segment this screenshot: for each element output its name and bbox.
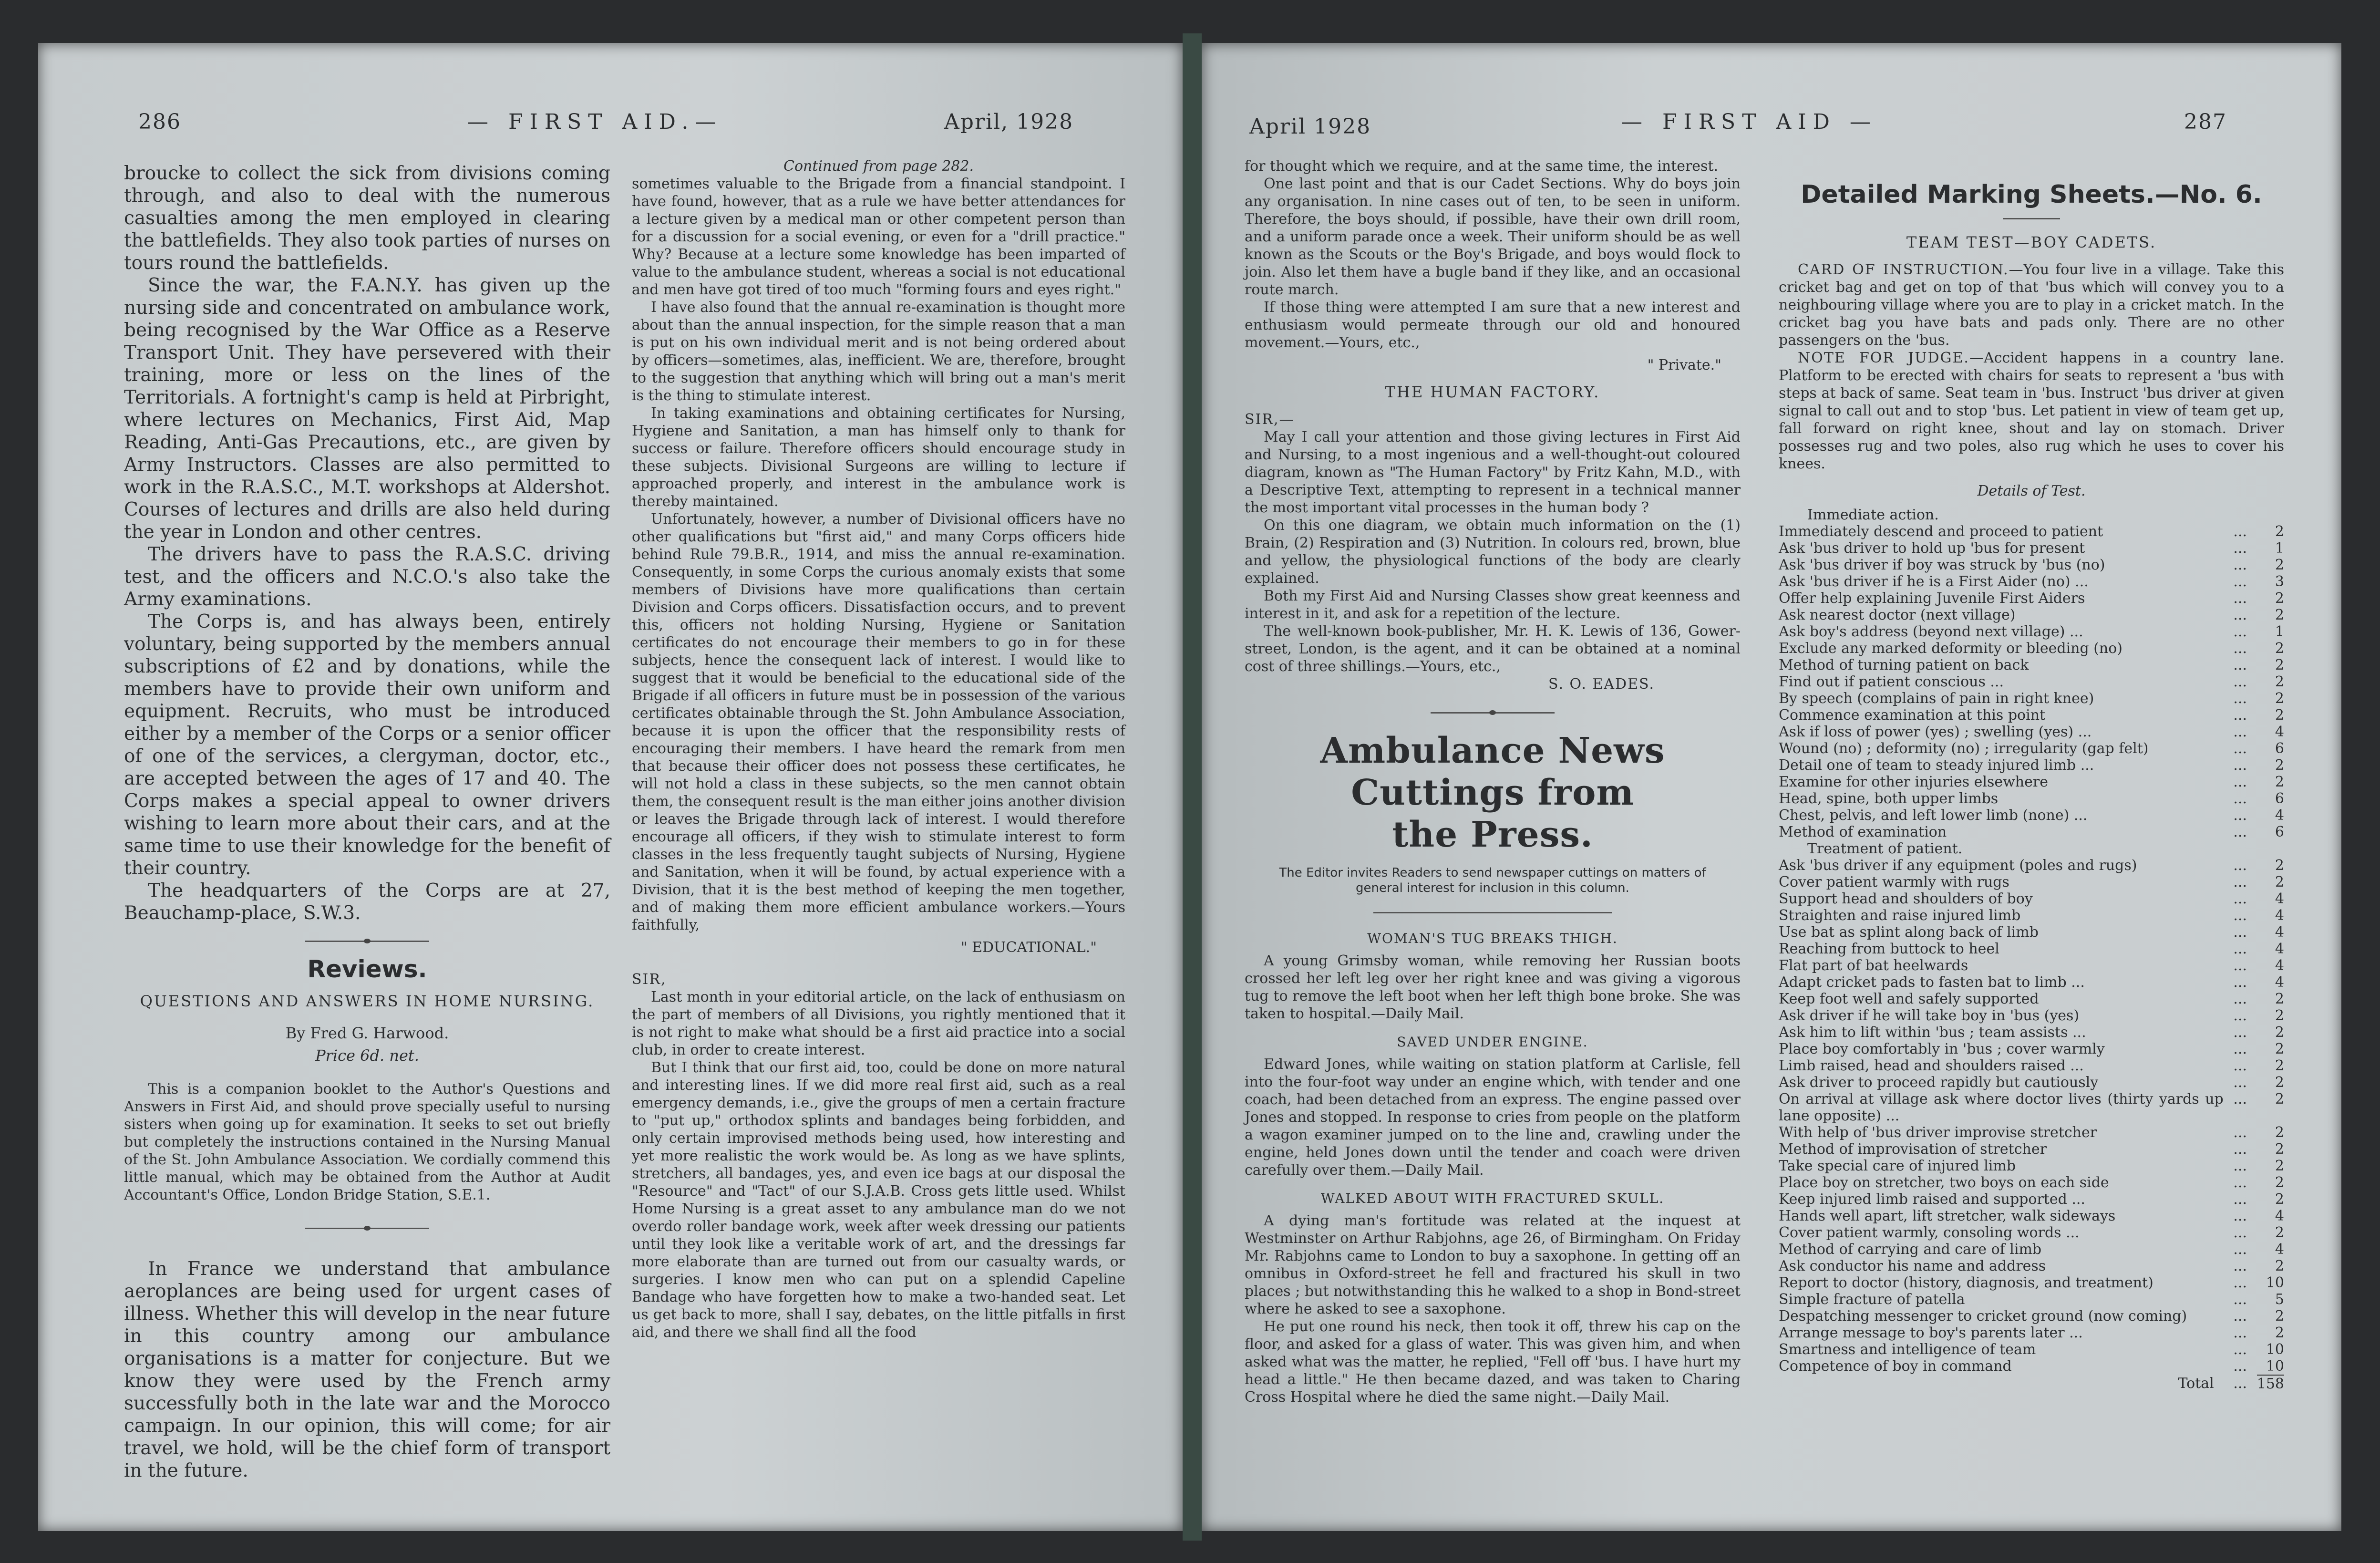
marking-row xyxy=(1779,991,2284,1007)
marking-item: Place boy on stretcher, two boys on each side xyxy=(1779,1174,2109,1191)
leader-dots: ... xyxy=(2233,1291,2247,1308)
marking-row xyxy=(1779,1007,2284,1024)
marking-row xyxy=(1779,740,2284,757)
marking-points: 2 xyxy=(2275,523,2284,540)
marking-item: Commence examination at this point xyxy=(1779,707,2046,724)
marking-points: 2 xyxy=(2275,1091,2284,1108)
marking-points: 10 xyxy=(2266,1341,2284,1358)
marking-item: Adapt cricket pads to fasten bat to limb ... xyxy=(1779,974,2085,991)
salutation-sir: SIR, xyxy=(632,971,667,988)
marking-points: 2 xyxy=(2275,774,2284,790)
marking-item: By speech (complains of pain in right knee) xyxy=(1779,690,2094,707)
marking-points: 1 xyxy=(2275,540,2284,557)
right-running-title: — FIRST AID — xyxy=(1621,110,1877,134)
marking-row xyxy=(1779,1191,2284,1208)
marking-points: 2 xyxy=(2275,657,2284,673)
marking-row xyxy=(1779,1141,2284,1158)
marking-row xyxy=(1779,1024,2284,1041)
marking-points: 6 xyxy=(2275,824,2284,840)
marking-item: Treatment of patient. xyxy=(1807,840,1963,857)
article-paragraph: The Corps is, and has always been, entirely voluntary, being supported by the members annual subscriptions of £2 and by donations, while the members have to provide their own uniform and equipment. Recruits, who must be introduced either by a member of the Corps or a senior officer of one of the services, a clergyman, doctor, etc., are accepted between the ages of 17 and 40. The Corps makes a special appeal to owner drivers wishing to learn more about their cars, and at the same time to use their knowledge for the benefit of their country. xyxy=(124,611,610,879)
marking-points: 5 xyxy=(2275,1291,2284,1308)
marking-row xyxy=(1779,1224,2284,1241)
leader-dots: ... xyxy=(2233,1057,2247,1074)
marking-points: 2 xyxy=(2275,1141,2284,1158)
details-heading: Details of Test. xyxy=(1977,483,2086,499)
divider xyxy=(305,941,429,942)
marking-points: 2 xyxy=(2275,1074,2284,1091)
marking-row xyxy=(1779,890,2284,907)
marking-row xyxy=(1779,1208,2284,1224)
leader-dots: ... xyxy=(2233,1375,2247,1392)
marking-row xyxy=(1779,941,2284,957)
leader-dots: ... xyxy=(2233,1091,2247,1108)
marking-item: Ask 'bus driver if boy was struck by 'bus (no) xyxy=(1779,557,2105,573)
leader-dots: ... xyxy=(2233,1074,2247,1091)
marking-item: Use bat as splint along back of limb xyxy=(1779,924,2039,941)
marking-row xyxy=(1779,1241,2284,1258)
marking-points: 6 xyxy=(2275,790,2284,807)
leader-dots: ... xyxy=(2233,1158,2247,1174)
marking-row xyxy=(1779,1041,2284,1057)
story-title: WOMAN'S TUG BREAKS THIGH. xyxy=(1367,931,1618,946)
leader-dots: ... xyxy=(2233,590,2247,607)
marking-item: Ask him to lift within 'bus ; team assists ... xyxy=(1779,1024,2086,1041)
marking-points: 4 xyxy=(2275,890,2284,907)
leader-dots: ... xyxy=(2233,890,2247,907)
marking-item: Ask if loss of power (yes) ; swelling (yes) ... xyxy=(1779,724,2092,740)
marking-item: Method of improvisation of stretcher xyxy=(1779,1141,2047,1158)
leader-dots: ... xyxy=(2233,1358,2247,1375)
marking-row xyxy=(1779,974,2284,991)
letter-paragraph: May I call your attention and those giving lectures in First Aid and Nursing, to a most ingenious and a well-thought-out coloured diagram, known as "The Human Factory" by Fritz Kahn, M.D., with a Descriptive Text, attempting to represent in a technical manner the most important vital processes in the human body ? xyxy=(1245,429,1741,516)
marking-row xyxy=(1779,724,2284,740)
marking-item: Head, spine, both upper limbs xyxy=(1779,790,1999,807)
marking-points: 2 xyxy=(2275,1258,2284,1274)
marking-row xyxy=(1779,857,2284,874)
marking-points: 2 xyxy=(2275,590,2284,607)
leader-dots xyxy=(2224,507,2257,523)
letter-paragraph: Last month in your editorial article, on the lack of enthusiasm on the part of members of all Divisions, you rightly mentioned that it is not right to make what should be a first aid practice into a social club, in order to create interest. xyxy=(632,989,1125,1058)
story-body: Edward Jones, while waiting on station platform at Carlisle, fell into the four-foot way under an engine which, with tender and one coach, had been detached from an express. The engine passed over Jones and stopped. In response to cries from people on the platform a wagon examiner jumped on to the line and, crawling under the engine, held Jones down until the tender and coach were driven carefully over them.—Daily Mail. xyxy=(1245,1056,1741,1179)
signoff-private: " Private." xyxy=(1647,357,1721,373)
marking-points: 2 xyxy=(2275,1325,2284,1341)
letter-paragraph: In taking examinations and obtaining certificates for Nursing, Hygiene and Sanitation, a man has himself only to thank for success or failure. Therefore officers should encourage study in these subjects. Divisional Surgeons are willing to lecture if approached properly, and interest in the ambulance work is thereby maintained. xyxy=(632,405,1125,510)
leader-dots: ... xyxy=(2233,1024,2247,1041)
right-column-1 xyxy=(1245,157,1741,1406)
divider xyxy=(1373,912,1612,913)
marking-item: Wound (no) ; deformity (no) ; irregularity (gap felt) xyxy=(1779,740,2149,757)
marking-row xyxy=(1779,757,2284,774)
leader-dots: ... xyxy=(2233,1174,2247,1191)
leader-dots: ... xyxy=(2233,1007,2247,1024)
leader-dots: ... xyxy=(2233,941,2247,957)
letter-paragraph: One last point and that is our Cadet Sections. Why do boys join any organisation. In nine cases out of ten, to be seen in uniform. Therefore, the boys should, if possible, have their own drill room, and a uniform parade once a week. Their uniform should be as well known as the Scouts or the Boy's Brigade, and boys would flock to join. Also let them have a bugle band if they like, and an occasional route march. xyxy=(1245,176,1741,298)
leader-dots: ... xyxy=(2233,807,2247,824)
leader-dots: ... xyxy=(2233,557,2247,573)
marking-points: 2 xyxy=(2275,1007,2284,1024)
marking-points xyxy=(2257,507,2284,523)
leader-dots: ... xyxy=(2233,824,2247,840)
marking-points: 10 xyxy=(2266,1358,2284,1375)
marking-item: Smartness and intelligence of team xyxy=(1779,1341,2036,1358)
total-label: Total xyxy=(2178,1375,2214,1392)
left-column-1 xyxy=(124,162,610,1482)
news-heading-line2: the Press. xyxy=(1392,814,1593,855)
left-page xyxy=(38,43,1183,1531)
marking-item: Hands well apart, lift stretcher, walk sideways xyxy=(1779,1208,2116,1224)
marking-item: Ask 'bus driver to hold up 'bus for present xyxy=(1779,540,2085,557)
marking-row xyxy=(1779,673,2284,690)
letter-paragraph: The well-known book-publisher, Mr. H. K. Lewis of 136, Gower-street, London, is the agent, and it can be obtained at a nominal cost of three shillings.—Yours, etc., xyxy=(1245,623,1741,675)
marking-points: 2 xyxy=(2275,757,2284,774)
marking-item: Flat part of bat heelwards xyxy=(1779,957,1968,974)
marking-item: Competence of boy in command xyxy=(1779,1358,2012,1375)
marking-points: 2 xyxy=(2275,607,2284,623)
leader-dots: ... xyxy=(2233,757,2247,774)
continued-note: Continued from page 282. xyxy=(783,158,974,175)
review-author: By Fred G. Harwood. xyxy=(285,1024,449,1042)
marking-points: 2 xyxy=(2275,1191,2284,1208)
letter-paragraph: But I think that our first aid, too, could be done on more natural and interesting lines. If we did more real first aid, such as a real emergency demands, i.e., give the groups of men a certain fracture to "put up," orthodox splints and bandages being forbidden, and only certain improvised methods being used, how interesting and yet more realistic the work would be. As long as we have splints, stretchers, all bandages, yes, and even ice bags at our disposal the "Resource" and "Tact" of our S.J.A.B. Cross gets little used. Whilst Home Nursing is a great asset to any ambulance man do we not overdo roller bandage work, week after week dressing our patients until they look like a veritable work of art, and the dressings far more elaborate than are turned out from our casualty wards, or surgeries. I know men who can put on a splendid Capeline Bandage who have forgetten how to make a two-handed seat. Let us get back to more, shall I say, debates, on the little pitfalls in first aid, and there we shall find all the food xyxy=(632,1059,1125,1341)
marking-row xyxy=(1779,907,2284,924)
signoff-eades: S. O. EADES. xyxy=(1548,676,1655,693)
marking-points: 2 xyxy=(2275,1308,2284,1325)
right-page xyxy=(1202,43,2341,1531)
story-title: WALKED ABOUT WITH FRACTURED SKULL. xyxy=(1320,1190,1665,1206)
marking-item: Ask 'bus driver if he is a First Aider (no) ... xyxy=(1779,573,2089,590)
right-column-2 xyxy=(1779,180,2284,1392)
france-paragraph: In France we understand that ambulance aeroplances are being used for urgent cases of illness. Whether this will develop in the near future in this country among our ambulance organisations is a matter for conjecture. But we know they were used by the French army successfully both in the late war and the Morocco campaign. In our opinion, this will come; for air travel, we hold, will be the chief form of transport in the future. xyxy=(124,1258,610,1481)
letter-paragraph: sometimes valuable to the Brigade from a financial standpoint. I have found, however, that as a rule we have better attendances for a lecture given by a medical man or other competent person than for a discussion for a social evening, or even for a "drill practice." Why? Because at a lecture some knowledge has been imparted of value to the ambulance student, whereas a social is not educational and men have got tired of too much "forming fours and eyes right." xyxy=(632,176,1125,298)
letter-paragraph: Both my First Aid and Nursing Classes show great keenness and interest in it, and ask for a repetition of the lecture. xyxy=(1245,588,1741,622)
card-text: —You four live in a village. Take this cricket bag and get on top of that 'bus which will convey you to a neighbouring village where you are to play in a cricket match. In the cricket bag you have bats and pads only. There are no other passengers on the 'bus. xyxy=(1779,261,2284,349)
review-body: This is a companion booklet to the Author's Questions and Answers in First Aid, and should prove specially useful to nursing sisters when going up for examination. It seeks to set out briefly but completely the instructions contained in the Nursing Manual of the St. John Ambulance Association. We cordially commend this little manual, which may be obtained from the Author at Audit Accountant's Office, London Bridge Station, S.E.1. xyxy=(124,1081,610,1203)
marking-item: Support head and shoulders of boy xyxy=(1779,890,2033,907)
marking-row xyxy=(1779,707,2284,724)
marking-item: Find out if patient conscious ... xyxy=(1779,673,2004,690)
leader-dots: ... xyxy=(2233,690,2247,707)
marking-points xyxy=(2257,840,2284,857)
marking-row xyxy=(1779,790,2284,807)
marking-row xyxy=(1779,507,2284,523)
human-factory-heading: THE HUMAN FACTORY. xyxy=(1385,383,1600,401)
marking-points: 2 xyxy=(2275,640,2284,657)
marking-row xyxy=(1779,874,2284,890)
marking-points: 2 xyxy=(2275,991,2284,1007)
marking-item: Cover patient warmly with rugs xyxy=(1779,874,2009,890)
marking-item: Ask nearest doctor (next village) xyxy=(1779,607,2016,623)
marking-row xyxy=(1779,640,2284,657)
marking-item: Limb raised, head and shoulders raised ... xyxy=(1779,1057,2084,1074)
marking-row xyxy=(1779,807,2284,824)
marking-points: 4 xyxy=(2275,907,2284,924)
leader-dots: ... xyxy=(2233,573,2247,590)
marking-row xyxy=(1779,657,2284,673)
letter-paragraph: If those thing were attempted I am sure that a new interest and enthusiasm would permeate through our old and honoured movement.—Yours, etc., xyxy=(1245,299,1741,351)
marking-row xyxy=(1779,1291,2284,1308)
leader-dots: ... xyxy=(2233,1191,2247,1208)
marking-item: Reaching from buttock to heel xyxy=(1779,941,1999,957)
marking-points: 2 xyxy=(2275,1224,2284,1241)
marking-points: 2 xyxy=(2275,1174,2284,1191)
marking-row xyxy=(1779,924,2284,941)
story-body: A young Grimsby woman, while removing her Russian boots crossed her left leg over her right knee and was giving a vigorous tug to remove the left boot when her left thigh bone broke. She was taken to hospital.—Daily Mail. xyxy=(1245,952,1741,1022)
marking-row xyxy=(1779,824,2284,840)
marking-points: 2 xyxy=(2275,673,2284,690)
marking-points: 4 xyxy=(2275,1241,2284,1258)
card-label: CARD OF INSTRUCTION. xyxy=(1798,261,2009,278)
marking-table xyxy=(1779,507,2284,1392)
leader-dots: ... xyxy=(2233,924,2247,941)
marking-item: Ask driver if he will take boy in 'bus (yes) xyxy=(1779,1007,2080,1024)
note-label: NOTE FOR JUDGE. xyxy=(1798,350,1969,366)
leader-dots: ... xyxy=(2233,640,2247,657)
marking-row xyxy=(1779,590,2284,607)
marking-points: 4 xyxy=(2275,957,2284,974)
marking-item: Simple fracture of patella xyxy=(1779,1291,1965,1308)
marking-item: Method of carrying and care of limb xyxy=(1779,1241,2042,1258)
leader-dots: ... xyxy=(2233,774,2247,790)
marking-points: 2 xyxy=(2275,874,2284,890)
article-paragraph: The headquarters of the Corps are at 27, Beauchamp-place, S.W.3. xyxy=(124,880,610,924)
marking-item: Method of turning patient on back xyxy=(1779,657,2029,673)
marking-row xyxy=(1779,1341,2284,1358)
leader-dots: ... xyxy=(2233,1341,2247,1358)
marking-points: 2 xyxy=(2275,690,2284,707)
marking-points: 4 xyxy=(2275,807,2284,824)
marking-item: Ask boy's address (beyond next village) ... xyxy=(1779,623,2083,640)
divider xyxy=(2003,218,2060,219)
marking-row xyxy=(1779,557,2284,573)
marking-row xyxy=(1779,573,2284,590)
marking-points: 4 xyxy=(2275,924,2284,941)
marking-row xyxy=(1779,623,2284,640)
leader-dots: ... xyxy=(2233,607,2247,623)
leader-dots: ... xyxy=(2233,1141,2247,1158)
left-page-number: 286 xyxy=(138,110,181,134)
letter-paragraph: On this one diagram, we obtain much information on the (1) Brain, (2) Respiration and (3) Nutrition. In colours red, brown, blue and yellow, the physiological functions of the body are clearly explained. xyxy=(1245,517,1741,587)
news-heading-line1: Ambulance News Cuttings from xyxy=(1320,730,1665,813)
marking-points: 2 xyxy=(2275,1124,2284,1141)
leader-dots: ... xyxy=(2233,974,2247,991)
leader-dots: ... xyxy=(2233,657,2247,673)
marking-points: 10 xyxy=(2266,1274,2284,1291)
marking-item: Chest, pelvis, and left lower limb (none) ... xyxy=(1779,807,2088,824)
marking-item: Keep injured limb raised and supported ... xyxy=(1779,1191,2085,1208)
marking-row xyxy=(1779,1358,2284,1375)
reviews-heading: Reviews. xyxy=(307,955,427,983)
article-paragraph: The drivers have to pass the R.A.S.C. driving test, and the officers and N.C.O.'s also take the Army examinations. xyxy=(124,544,610,610)
marking-points: 4 xyxy=(2275,1208,2284,1224)
story-title: SAVED UNDER ENGINE. xyxy=(1397,1034,1588,1050)
leader-dots: ... xyxy=(2233,1124,2247,1141)
story-body: He put one round his neck, then took it off, threw his cap on the floor, and asked for a glass of water. This was given him, and when asked what was the matter, he replied, "Fell off 'bus. I have hurt my head a little." He then became dazed, and was taken to Charing Cross Hospital where he died the same night.—Daily Mail. xyxy=(1245,1318,1741,1406)
news-note: The Editor invites Readers to send newspaper cuttings on matters of general interest for inclusion in this column. xyxy=(1279,866,1706,895)
leader-dots: ... xyxy=(2233,1258,2247,1274)
marking-row xyxy=(1779,1258,2284,1274)
letter-paragraph: Unfortunately, however, a number of Divisional officers have no other qualifications but "first aid," and many Corps officers hide behind Rule 79.B.R., 1914, and miss the annual re-examination. Consequently, in some Corps the curious anomaly exists that some members of Divisions have more qualifications than certain Division and Corps officers. Dissatisfaction occurs, and to prevent this, officers not holding Nursing, Hygiene or Sanitation certificates do not encourage their members to go in for these subjects, hence the consequent lack of interest. I would like to suggest that it would be beneficial to the educational side of the Brigade if all officers in future must be in possession of the various certificates obtainable through the St. John Ambulance Association, because it is upon the officer that the responsibility rests of encouraging their members. I have heard the remark from men that because their officer does not possess these certificates, he will not hold a class in these subjects, so the men cannot obtain them, the consequent result is the man either joins another division or leaves the Brigade through lack of interest. I would therefore encourage all officers, if they wish to stimulate interest to form classes in the less frequently taught subjects of Nursing, Hygiene and Sanitation, when it will be found, by actual experience with a Division, that it is the best method of keeping the men together, and of making them more efficient ambulance workers.—Yours faithfully, xyxy=(632,511,1125,933)
divider xyxy=(305,1228,429,1229)
leader-dots: ... xyxy=(2233,623,2247,640)
marking-points: 2 xyxy=(2275,1158,2284,1174)
marking-points: 1 xyxy=(2275,623,2284,640)
marking-row xyxy=(1779,1074,2284,1091)
marking-row xyxy=(1779,1091,2284,1124)
leader-dots: ... xyxy=(2233,740,2247,757)
signoff-educational: " EDUCATIONAL." xyxy=(960,939,1097,956)
marking-row xyxy=(1779,1158,2284,1174)
leader-dots: ... xyxy=(2233,1208,2247,1224)
salutation: SIR,— xyxy=(1245,411,1295,428)
marking-item: Ask conductor his name and address xyxy=(1779,1258,2046,1274)
marking-row xyxy=(1779,840,2284,857)
marking-item: Method of examination xyxy=(1779,824,1947,840)
marking-item: Cover patient warmly, consoling words ... xyxy=(1779,1224,2080,1241)
leader-dots: ... xyxy=(2233,1041,2247,1057)
marking-points: 2 xyxy=(2275,1041,2284,1057)
marking-row xyxy=(1779,1057,2284,1074)
marking-item: Immediate action. xyxy=(1807,507,1939,523)
leader-dots: ... xyxy=(2233,707,2247,724)
marking-item: Despatching messenger to cricket ground (now coming) xyxy=(1779,1308,2187,1325)
total-row xyxy=(1779,1375,2284,1392)
leader-dots: ... xyxy=(2233,673,2247,690)
note-text: —Accident happens in a country lane. Platform to be erected with chairs for seats to represent a 'bus with steps at back of same. Seat team in 'bus. Instruct 'bus driver at given signal to call out and to stop 'bus. Let patient in view of team get up, fall forward on right knee, shout and lay on stomach. Driver possesses rug and two poles, also rug which he uses to cover his knees. xyxy=(1779,350,2284,472)
story-body: A dying man's fortitude was related at the inquest at Westminster on Arthur Rabjohns, age 26, of Birmingham. On Friday Mr. Rabjohns came to London to buy a saxophone. In getting off an omnibus in Oxford-street he fell and fractured his skull in two places ; but notwithstanding this he walked to a shop in Bond-street where he asked to see a saxophone. xyxy=(1245,1212,1741,1317)
leader-dots: ... xyxy=(2233,1274,2247,1291)
marking-points: 2 xyxy=(2275,707,2284,724)
letter-paragraph: I have also found that the annual re-examination is thought more about than the annual inspection, for the simple reason that a man is put on his own individual merit and is not being ordered about by officers—sometimes, alas, inefficient. We are, therefore, brought to the suggestion that anything which will bring out a man's merit is the thing to stimulate interest. xyxy=(632,299,1125,404)
leader-dots: ... xyxy=(2233,1325,2247,1341)
marking-row xyxy=(1779,957,2284,974)
marking-points: 2 xyxy=(2275,1057,2284,1074)
marking-item: On arrival at village ask where doctor lives (thirty yards up lane opposite) ... xyxy=(1779,1091,2224,1124)
marking-item: Take special care of injured limb xyxy=(1779,1158,2016,1174)
leader-dots: ... xyxy=(2233,857,2247,874)
marking-row xyxy=(1779,1308,2284,1325)
leader-dots: ... xyxy=(2233,874,2247,890)
marking-row xyxy=(1779,1174,2284,1191)
marking-points: 2 xyxy=(2275,1024,2284,1041)
marking-points: 4 xyxy=(2275,724,2284,740)
marking-item: Ask 'bus driver if any equipment (poles and rugs) xyxy=(1779,857,2137,874)
letter-paragraph: for thought which we require, and at the same time, the interest. xyxy=(1245,158,1719,175)
right-date: April 1928 xyxy=(1249,114,1371,139)
leader-dots: ... xyxy=(2233,1308,2247,1325)
leader-dots: ... xyxy=(2233,957,2247,974)
marking-item: Ask driver to proceed rapidly but cautiously xyxy=(1779,1074,2099,1091)
right-page-number: 287 xyxy=(2184,110,2227,134)
left-date: April, 1928 xyxy=(944,110,1074,134)
article-paragraph: Since the war, the F.A.N.Y. has given up the nursing side and concentrated on ambulance work, being recognised by the War Office as a Reserve Transport Unit. They have persevered with their training, more or less on the lines of the Territorials. A fortnight's camp is held at Pirbright, where lectures on Mechanics, First Aid, Map Reading, Anti-Gas Precautions, etc., are given by Army Instructors. Classes are also permitted to work in the R.A.S.C., M.T. workshops at Aldershot. Courses of lectures and drills are also held during the year in London and other centres. xyxy=(124,275,610,543)
leader-dots: ... xyxy=(2233,1224,2247,1241)
marking-item: Detail one of team to steady injured limb ... xyxy=(1779,757,2094,774)
marking-row xyxy=(1779,1124,2284,1141)
marking-points: 4 xyxy=(2275,974,2284,991)
marking-points: 3 xyxy=(2275,573,2284,590)
marking-sheet-heading: Detailed Marking Sheets.—No. 6. xyxy=(1801,180,2262,209)
article-paragraph: broucke to collect the sick from divisions coming through, and also to deal with the numerous casualties among the men employed in clearing the battlefields. They also took parties of nurses on tours round the battlefields. xyxy=(124,163,610,274)
leader-dots: ... xyxy=(2233,991,2247,1007)
left-column-2 xyxy=(632,157,1125,1341)
leader-dots xyxy=(2224,840,2257,857)
leader-dots: ... xyxy=(2233,540,2247,557)
marking-row xyxy=(1779,1325,2284,1341)
marking-item: Keep foot well and safely supported xyxy=(1779,991,2039,1007)
marking-row xyxy=(1779,540,2284,557)
marking-row xyxy=(1779,774,2284,790)
book-spine xyxy=(1183,33,1202,1541)
test-title: TEAM TEST—BOY CADETS. xyxy=(1906,233,2157,251)
marking-row xyxy=(1779,607,2284,623)
leader-dots: ... xyxy=(2233,724,2247,740)
marking-row xyxy=(1779,690,2284,707)
review-price: Price 6d. net. xyxy=(315,1046,419,1065)
marking-item: Arrange message to boy's parents later ... xyxy=(1779,1325,2083,1341)
marking-item: Immediately descend and proceed to patient xyxy=(1779,523,2103,540)
marking-item: Place boy comfortably in 'bus ; cover warmly xyxy=(1779,1041,2105,1057)
marking-points: 2 xyxy=(2275,557,2284,573)
marking-points: 6 xyxy=(2275,740,2284,757)
marking-points: 2 xyxy=(2275,857,2284,874)
marking-item: Examine for other injuries elsewhere xyxy=(1779,774,2048,790)
marking-item: Exclude any marked deformity or bleeding (no) xyxy=(1779,640,2123,657)
marking-item: Report to doctor (history, diagnosis, and treatment) xyxy=(1779,1274,2153,1291)
total-value: 158 xyxy=(2256,1376,2284,1392)
divider xyxy=(1431,712,1555,714)
marking-item: With help of 'bus driver improvise stretcher xyxy=(1779,1124,2097,1141)
leader-dots: ... xyxy=(2233,523,2247,540)
leader-dots: ... xyxy=(2233,790,2247,807)
leader-dots: ... xyxy=(2233,1241,2247,1258)
marking-item: Straighten and raise injured limb xyxy=(1779,907,2021,924)
marking-points: 4 xyxy=(2275,941,2284,957)
leader-dots: ... xyxy=(2233,907,2247,924)
left-running-title: — FIRST AID.— xyxy=(467,110,723,134)
marking-row xyxy=(1779,1274,2284,1291)
marking-row xyxy=(1779,523,2284,540)
review-title: QUESTIONS AND ANSWERS IN HOME NURSING. xyxy=(140,992,595,1010)
marking-item: Offer help explaining Juvenile First Aiders xyxy=(1779,590,2085,607)
